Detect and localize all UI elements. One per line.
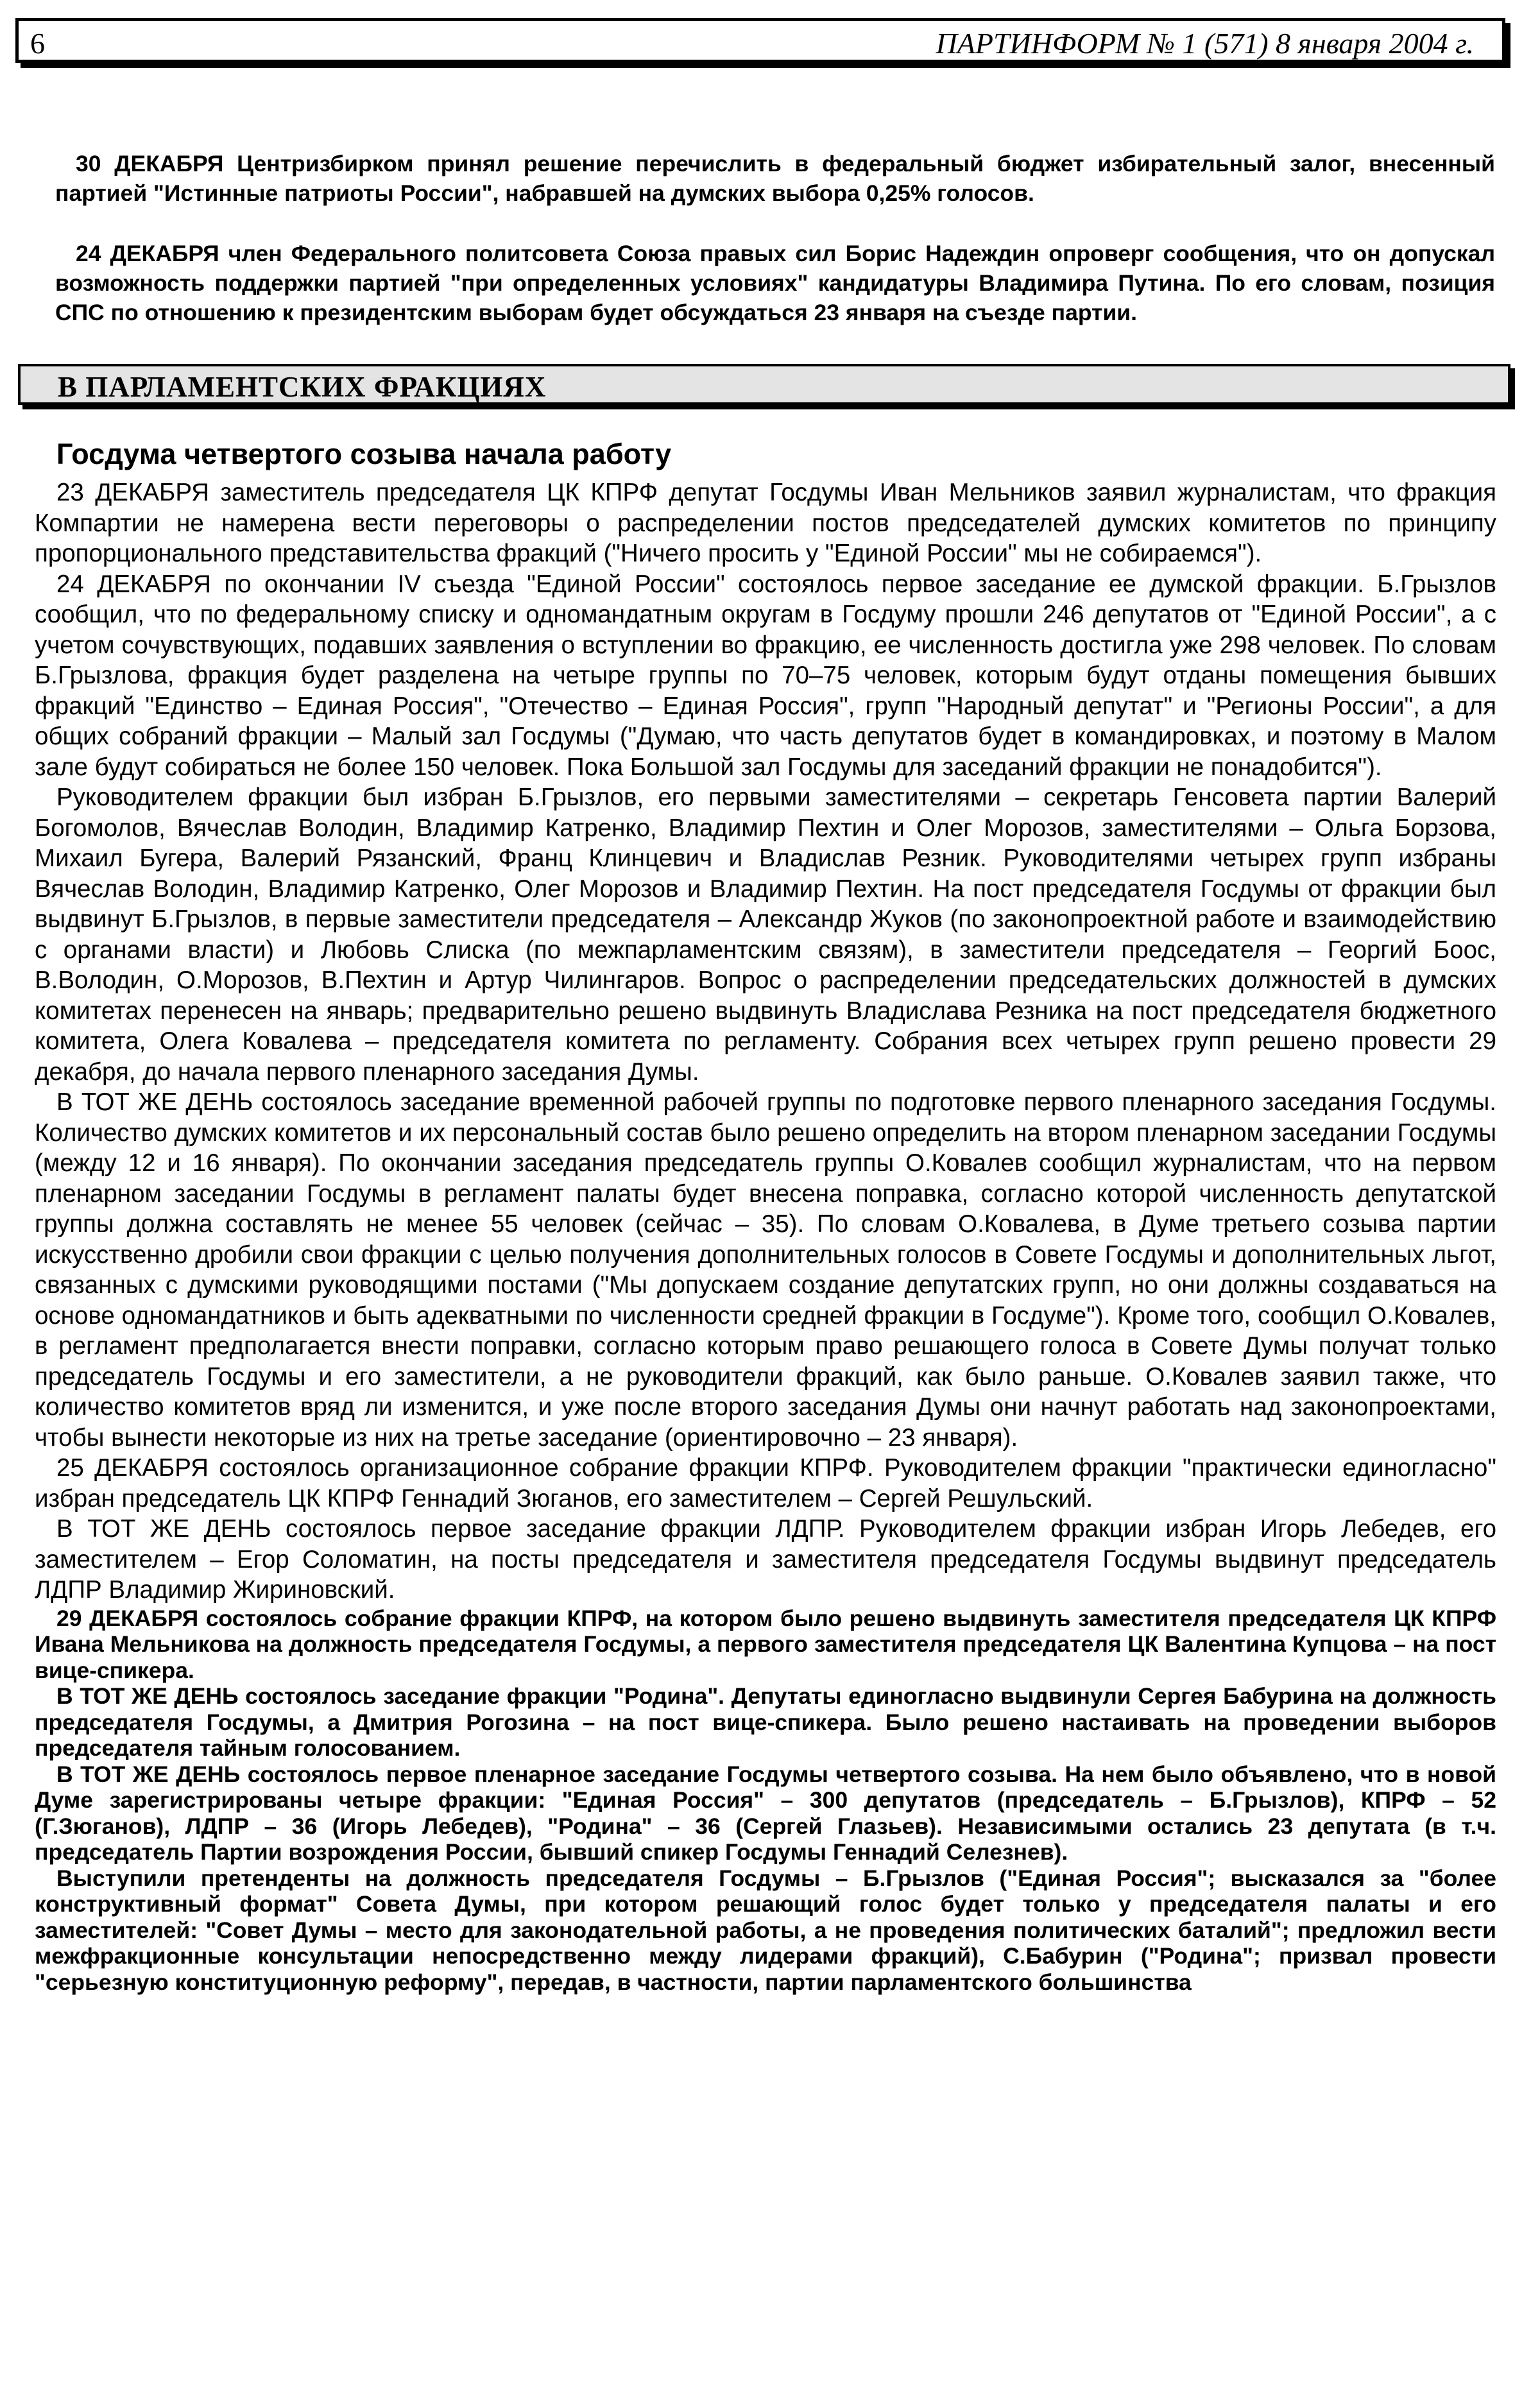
article-paragraph: В ТОТ ЖЕ ДЕНЬ состоялось первое заседание фракции ЛДПР. Руководителем фракции избран Игорь Лебедев, его заместителем – Егор Соломатин, на посты председателя и заместителя председателя Госдумы выдвинут председатель ЛДПР Владимир Жириновский. [35, 1515, 1496, 1604]
page-number: 6 [30, 27, 45, 60]
news-item: 24 ДЕКАБРЯ член Федерального политсовета Союза правых сил Борис Надеждин опроверг сообщения, что он допускал возможность поддержки партией "при определенных условиях" кандидатуры Владимира Путина. По его словам, позиция СПС по отношению к президентским выборам будет обсуждаться 23 января на съезде партии. [55, 240, 1495, 325]
section-header [18, 364, 1510, 405]
article-paragraph: 24 ДЕКАБРЯ по окончании IV съезда "Единой России" состоялось первое заседание ее думской фракции. Б.Грызлов сообщил, что по федеральному списку и одномандатным округам в Госдуму прошли 246 депутатов от "Единой России", а с учетом сочувствующих, подавших заявления о вступлении во фракцию, ее численность достигла уже 298 человек. По словам Б.Грызлова, фракция будет разделена на четыре группы по 70–75 человек, которым будут отданы помещения бывших фракций "Единство – Единая Россия", "Отечество – Единая Россия", групп "Народный депутат" и "Регионы России", а для общих собраний фракции – Малый зал Госдумы ("Думаю, что часть депутатов будет в командировках, и поэтому в Малом зале будут собираться не более 150 человек. Пока Большой зал Госдумы для заседаний фракции не понадобится"). [35, 570, 1496, 781]
article-paragraph: Руководителем фракции был избран Б.Грызлов, его первыми заместителями – секретарь Генсовета партии Валерий Богомолов, Вячеслав Володин, Владимир Катренко, Владимир Пехтин и Олег Морозов, заместителями – Ольга Борзова, Михаил Бугера, Валерий Рязанский, Франц Клинцевич и Владислав Резник. Руководителями четырех групп избраны Вячеслав Володин, Владимир Катренко, Олег Морозов и Владимир Пехтин. На пост председателя Госдумы от фракции был выдвинут Б.Грызлов, в первые заместители председателя – Александр Жуков (по законопроектной работе и взаимодействию с органами власти) и Любовь Слиска (по межпарламентским связям), в заместители председателя – Георгий Боос, В.Володин, О.Морозов, В.Пехтин и Артур Чилингаров. Вопрос о распределении председательских должностей в думских комитетах перенесен на январь; предварительно решено выдвинуть Владислава Резника на пост председателя бюджетного комитета, Олега Ковалева – председателя комитета по регламенту. Собрания всех четырех групп решено провести 29 декабря, до начала первого пленарного заседания Думы. [35, 784, 1496, 1086]
article-paragraph-bold: 29 ДЕКАБРЯ состоялось собрание фракции КПРФ, на котором было решено выдвинуть заместителя председателя ЦК КПРФ Ивана Мельникова на должность председателя Госдумы, а первого заместителя председателя ЦК Валентина Купцова – на пост вице-спикера. [35, 1605, 1496, 1683]
article-paragraph-bold: Выступили претенденты на должность председателя Госдумы – Б.Грызлов ("Единая Россия"; высказался за "более конструктивный формат" Совета Думы, при котором решающий голос будет только у председателя палаты и его заместителей: "Совет Думы – место для законодательной работы, а не проведения политических баталий"; предложил вести межфракционные консультации непосредственно между лидерами фракций), С.Бабурин ("Родина"; призвал провести "серьезную конституционную реформу", передав, в частности, партии парламентского большинства [35, 1865, 1496, 1995]
article-paragraph: В ТОТ ЖЕ ДЕНЬ состоялось заседание временной рабочей группы по подготовке первого пленарного заседания Госдумы. Количество думских комитетов и их персональный состав было решено определить на втором пленарном заседании Госдумы (между 12 и 16 января). По окончании заседания председатель группы О.Ковалев сообщил журналистам, что на первом пленарном заседании Госдумы в регламент палаты будет внесена поправка, согласно которой численность депутатской группы должна составлять не менее 55 человек (сейчас – 35). По словам О.Ковалева, в Думе третьего созыва партии искусственно дробили свои фракции с целью получения дополнительных голосов в Совете Госдумы и дополнительных льгот, связанных с думскими руководящими постами ("Мы допускаем создание депутатских групп, но они должны создаваться на основе одномандатников и быть адекватными по численности средней фракции в Госдуме"). Кроме того, сообщил О.Ковалев, в регламент предполагается внести поправки, согласно которым право решающего голоса в Совете Думы получат только председатель Госдумы и его заместители, а не руководители фракций, как было раньше. О.Ковалев заявил также, что количество комитетов вряд ли изменится, и уже после второго заседания Думы они начнут работать над законопроектами, чтобы вынести некоторые из них на третье заседание (ориентировочно – 23 января). [35, 1088, 1496, 1452]
page-header [15, 18, 1505, 63]
news-item: 30 ДЕКАБРЯ Центризбирком принял решение перечислить в федеральный бюджет избирательный залог, внесенный партией "Истинные патриоты России", набравшей на думских выбора 0,25% голосов. [55, 150, 1495, 206]
article-body [35, 477, 1496, 1995]
article-headline: Госдума четвертого созыва начала работу [56, 438, 672, 470]
article-paragraph-bold: В ТОТ ЖЕ ДЕНЬ состоялось первое пленарное заседание Госдумы четвертого созыва. На нем было объявлено, что в новой Думе зарегистрированы четыре фракции: "Единая Россия" – 300 депутатов (председатель – Б.Грызлов), КПРФ – 52 (Г.Зюганов), ЛДПР – 36 (Игорь Лебедев), "Родина" – 36 (Сергей Глазьев). Независимыми остались 23 депутата (в т.ч. председатель Партии возрождения России, бывший спикер Госдумы Геннадий Селезнев). [35, 1761, 1496, 1865]
article-paragraph: 23 ДЕКАБРЯ заместитель председателя ЦК КПРФ депутат Госдумы Иван Мельников заявил журналистам, что фракция Компартии не намерена вести переговоры о распределении постов председателей думских комитетов по принципу пропорционального представительства фракций ("Ничего просить у "Единой России" мы не собираемся"). [35, 479, 1496, 567]
article-paragraph-bold: В ТОТ ЖЕ ДЕНЬ состоялось заседание фракции "Родина". Депутаты единогласно выдвинули Сергея Бабурина на должность председателя Госдумы, а Дмитрия Рогозина – на пост вице-спикера. Было решено настаивать на проведении выборов председателя тайным голосованием. [35, 1683, 1496, 1761]
article-paragraph: 25 ДЕКАБРЯ состоялось организационное собрание фракции КПРФ. Руководителем фракции "практически единогласно" избран председатель ЦК КПРФ Геннадий Зюганов, его заместителем – Сергей Решульский. [35, 1454, 1496, 1512]
section-title: В ПАРЛАМЕНТСКИХ ФРАКЦИЯХ [58, 371, 547, 403]
issue-title: ПАРТИНФОРМ № 1 (571) 8 января 2004 г. [936, 27, 1474, 60]
